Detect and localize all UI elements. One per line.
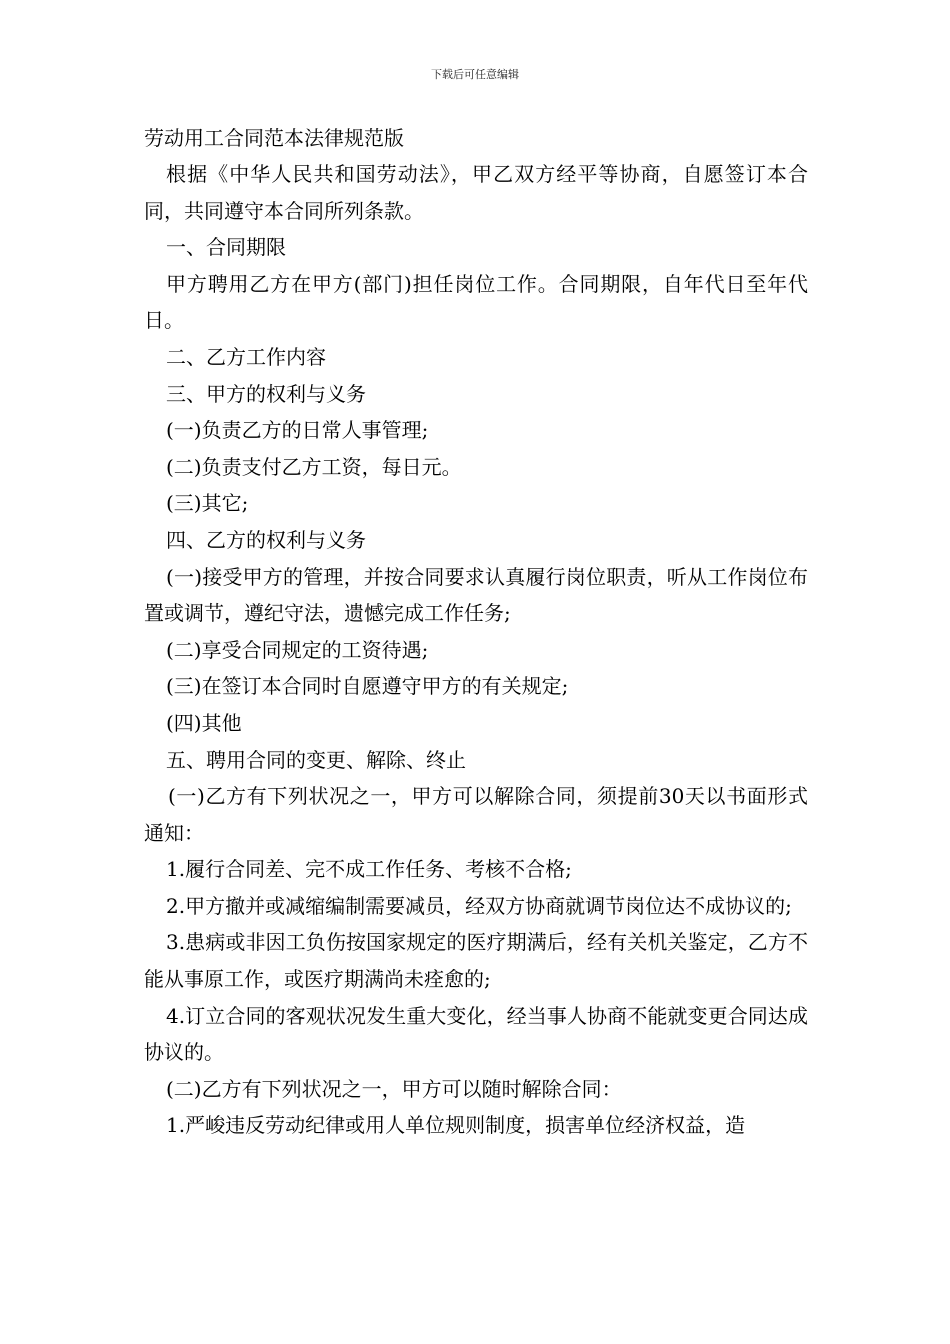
list-item: (一)乙方有下列状况之一，甲方可以解除合同，须提前30天以书面形式通知： — [144, 784, 808, 845]
list-item: (四)其他 — [166, 710, 242, 735]
section-heading-4: 四、乙方的权利与义务 — [166, 527, 366, 552]
list-item: (二)享受合同规定的工资待遇; — [166, 637, 429, 662]
list-item: (一)接受甲方的管理，并按合同要求认真履行岗位职责，听从工作岗位布置或调节，遵纪守法，遗憾完成工作任务; — [144, 564, 808, 626]
list-item: (一)负责乙方的日常人事管理; — [166, 418, 429, 443]
section-heading-1: 一、合同期限 — [166, 235, 286, 260]
section-heading-3: 三、甲方的权利与义务 — [166, 381, 366, 406]
numbered-item: 1.履行合同差、完不成工作任务、考核不合格; — [166, 857, 572, 882]
numbered-item: 4.订立合同的客观状况发生重大变化，经当事人协商不能就变更合同达成协议的。 — [144, 1003, 808, 1065]
document-body — [144, 120, 808, 1144]
document-title: 劳动用工合同范本法律规范版 — [144, 126, 404, 150]
numbered-item: 3.患病或非因工负伤按国家规定的医疗期满后，经有关机关鉴定，乙方不能从事原工作，或医疗期满尚未痊愈的; — [144, 930, 808, 992]
numbered-item: 1.严峻违反劳动纪律或用人单位规则制度，损害单位经济权益，造 — [166, 1113, 746, 1138]
section-heading-2: 二、乙方工作内容 — [166, 344, 326, 369]
numbered-item: 2.甲方撤并或减缩编制需要减员，经双方协商就调节岗位达不成协议的; — [166, 893, 792, 918]
list-item: (三)在签订本合同时自愿遵守甲方的有关规定; — [166, 674, 569, 699]
section-heading-5: 五、聘用合同的变更、解除、终止 — [166, 747, 466, 772]
list-item: (二)负责支付乙方工资，每日元。 — [166, 454, 462, 479]
paragraph: 甲方聘用乙方在甲方(部门)担任岗位工作。合同期限，自年代日至年代日。 — [144, 271, 808, 333]
list-item: (三)其它; — [166, 491, 249, 516]
list-item: (二)乙方有下列状况之一，甲方可以随时解除合同： — [166, 1076, 622, 1101]
page-header-note: 下载后可任意编辑 — [431, 68, 519, 81]
paragraph-preamble: 根据《中华人民共和国劳动法》，甲乙双方经平等协商，自愿签订本合同，共同遵守本合同所列条款。 — [144, 162, 808, 223]
